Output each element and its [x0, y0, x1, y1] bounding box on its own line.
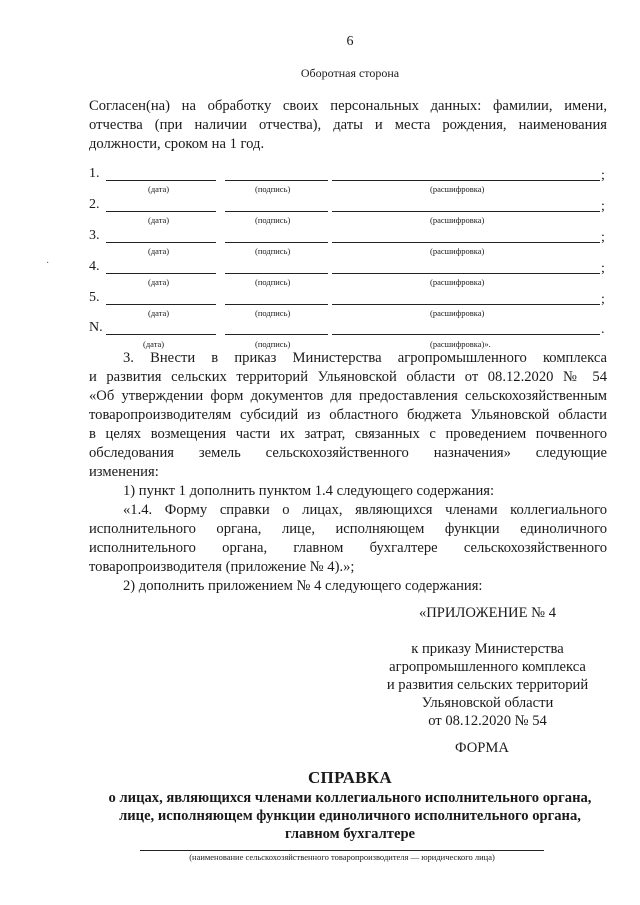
date-caption: (дата): [143, 339, 165, 349]
margin-mark: ·: [46, 258, 50, 269]
item-3-line: «Об утверждении форм документов для предоставления сельскохозяйственным: [89, 388, 607, 404]
signature-line[interactable]: [225, 304, 328, 305]
signature-line[interactable]: [225, 334, 328, 335]
date-line[interactable]: [106, 211, 216, 212]
item-3-line: изменения:: [89, 464, 159, 480]
organization-name-line: [140, 850, 544, 851]
document-title: СПРАВКА: [307, 768, 393, 787]
date-caption: (дата): [148, 308, 170, 318]
item-3-line: обследования земель сельскохозяйственного назначения» следующие: [89, 445, 607, 461]
sub-item-1-text: «1.4. Форму справки о лицах, являющихся членами коллегиального: [123, 502, 607, 518]
subtitle-line: о лицах, являющихся членами коллегиального исполнительного органа,: [108, 790, 592, 806]
row-number: 2.: [89, 197, 100, 212]
item-3-paragraph: [89, 349, 607, 596]
date-line[interactable]: [106, 273, 216, 274]
decoding-line[interactable]: [332, 180, 600, 181]
row-number: 4.: [89, 259, 100, 274]
date-caption: (дата): [148, 246, 170, 256]
signature-row: [0, 228, 640, 258]
row-terminator: ;: [601, 292, 605, 307]
date-line[interactable]: [106, 242, 216, 243]
consent-line: должности, сроком на 1 год.: [89, 136, 265, 152]
signature-caption: (подпись): [255, 215, 291, 225]
item-3-line: и развития сельских территорий Ульяновской области от 08.12.2020 № 54: [89, 369, 607, 385]
form-label: ФОРМА: [455, 740, 509, 756]
decoding-caption: (расшифровка): [430, 308, 485, 318]
decoding-line[interactable]: [332, 242, 600, 243]
item-3-line: в целях возмещения части их затрат, связанных с проведением почвенного: [89, 426, 607, 442]
date-line[interactable]: [106, 180, 216, 181]
signature-line[interactable]: [225, 211, 328, 212]
row-terminator: ;: [601, 261, 605, 276]
decoding-caption: (расшифровка): [430, 184, 485, 194]
sub-item-2: 2) дополнить приложением № 4 следующего содержания:: [123, 578, 483, 594]
decoding-line[interactable]: [332, 304, 600, 305]
row-number: 5.: [89, 290, 100, 305]
consent-paragraph: [89, 97, 607, 154]
sub-item-1: 1) пункт 1 дополнить пунктом 1.4 следующего содержания:: [123, 483, 495, 499]
appendix-line: к приказу Министерства: [411, 641, 564, 657]
signature-caption: (подпись): [255, 184, 291, 194]
signature-row: [0, 166, 640, 196]
page-number: 6: [346, 34, 354, 49]
sub-item-1-text: исполнительного органа, лице, исполняющем функции единоличного: [89, 521, 607, 537]
signature-row: [0, 259, 640, 289]
signature-row: [0, 320, 640, 350]
date-caption: (дата): [148, 215, 170, 225]
date-line[interactable]: [106, 304, 216, 305]
appendix-line: Ульяновской области: [421, 695, 554, 711]
appendix-line: агропромышленного комплекса: [389, 659, 586, 675]
signature-line[interactable]: [225, 242, 328, 243]
subtitle-line: главном бухгалтере: [284, 826, 416, 842]
signature-caption: (подпись): [255, 308, 291, 318]
appendix-line: и развития сельских территорий: [386, 677, 589, 693]
decoding-caption: (расшифровка): [430, 215, 485, 225]
row-terminator: ;: [601, 230, 605, 245]
item-3-line: 3. Внести в приказ Министерства агропромышленного комплекса: [123, 350, 607, 366]
row-number: 1.: [89, 166, 100, 181]
date-line[interactable]: [106, 334, 216, 335]
appendix-line: от 08.12.2020 № 54: [428, 713, 547, 729]
decoding-caption: (расшифровка)».: [430, 339, 491, 349]
decoding-caption: (расшифровка): [430, 246, 485, 256]
row-terminator: .: [601, 322, 605, 337]
signature-caption: (подпись): [255, 246, 291, 256]
footer-caption: (наименование сельскохозяйственного товаропроизводителя — юридического лица): [189, 852, 495, 862]
consent-line: Согласен(на) на обработку своих персональных данных: фамилии, имени,: [89, 98, 607, 114]
signature-row: [0, 290, 640, 320]
signature-row: [0, 197, 640, 227]
signature-caption: (подпись): [255, 277, 291, 287]
sub-item-1-text: товаропроизводителя (приложение № 4).»;: [89, 559, 355, 575]
row-terminator: ;: [601, 199, 605, 214]
sub-item-1-text: исполнительного органа, главном бухгалтере сельскохозяйственного: [89, 540, 607, 556]
signature-line[interactable]: [225, 273, 328, 274]
appendix-header: [360, 640, 615, 730]
date-caption: (дата): [148, 184, 170, 194]
row-number: N.: [89, 320, 103, 335]
item-3-line: товаропроизводителям субсидий из областного бюджета Ульяновской области: [89, 407, 607, 423]
subtitle-line: лице, исполняющем функции единоличного исполнительного органа,: [119, 808, 581, 824]
row-number: 3.: [89, 228, 100, 243]
decoding-line[interactable]: [332, 273, 600, 274]
signature-caption: (подпись): [255, 339, 291, 349]
row-terminator: ;: [601, 168, 605, 183]
decoding-line[interactable]: [332, 334, 600, 335]
date-caption: (дата): [148, 277, 170, 287]
consent-line: отчества (при наличии отчества), даты и места рождения, наименования: [89, 117, 607, 133]
side-label: Оборотная сторона: [300, 66, 400, 80]
decoding-line[interactable]: [332, 211, 600, 212]
document-subtitle: [60, 789, 640, 843]
signature-line[interactable]: [225, 180, 328, 181]
appendix-title: «ПРИЛОЖЕНИЕ № 4: [418, 605, 557, 621]
decoding-caption: (расшифровка): [430, 277, 485, 287]
